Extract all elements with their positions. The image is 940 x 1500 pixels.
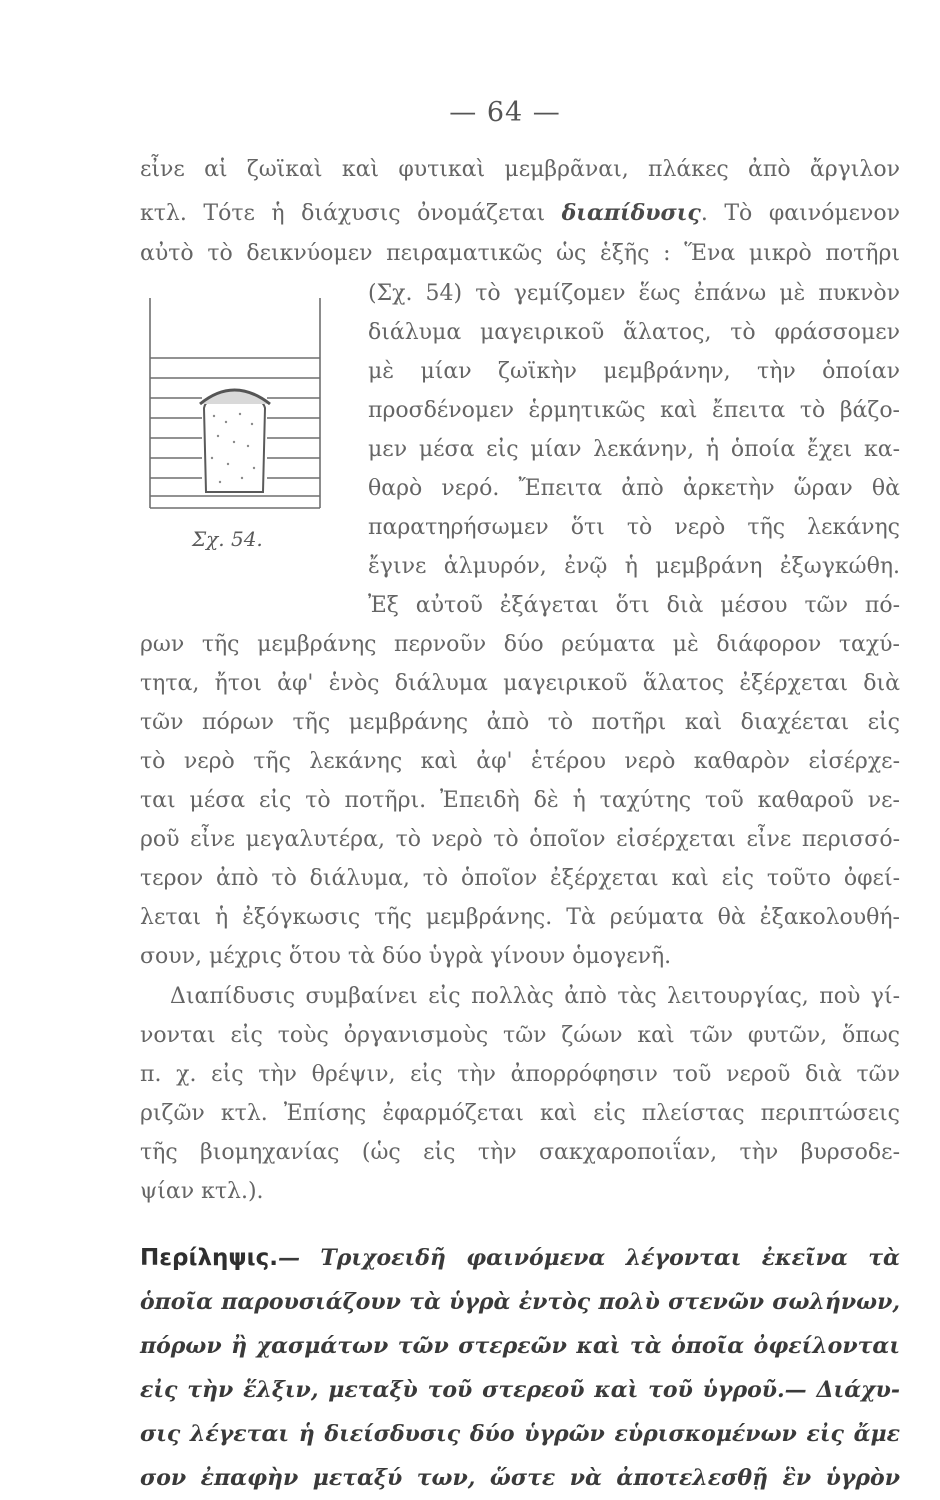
text-line-27: ψίαν κτλ.). — [140, 1179, 264, 1204]
text-line-14: τητα, ἤτοι ἀφ' ἑνὸς διάλυμα μαγειρικοῦ ἅλατος ἐξέρχεται διὰ — [140, 671, 900, 696]
text-line-25: ριζῶν κτλ. Ἐπίσης ἐφαρμόζεται καὶ εἰς πλείστας περιπτώσεις — [140, 1101, 900, 1126]
text-line-26: τῆς βιομηχανίας (ὡς εἰς τὴν σακχαροποιΐαν, τὴν βυρσοδε- — [140, 1140, 900, 1165]
figure-54-osmosis-apparatus — [142, 296, 328, 518]
text-line-6: μὲ μίαν ζωϊκὴν μεμβράνην, τὴν ὁποίαν — [368, 359, 900, 384]
summary-line-5: σις λέγεται ἡ διείσδυσις δύο ὑγρῶν εὑρισκομένων εἰς ἄμε — [140, 1421, 900, 1447]
text-line-7: προσδένομεν ἑρμητικῶς καὶ ἔπειτα τὸ βάζο- — [368, 398, 900, 423]
text-line-15: τῶν πόρων τῆς μεμβράνης ἀπὸ τὸ ποτῆρι καὶ διαχέεται εἰς — [140, 710, 900, 735]
text-line-2-start: κτλ. Τότε ἡ διάχυσις ὀνομάζεται — [140, 201, 546, 226]
summary-title: Περίληψις. — [140, 1245, 278, 1271]
term-diapidysis: διαπίδυσις — [561, 200, 701, 226]
text-line-20: λεται ἡ ἐξόγκωσις τῆς μεμβράνης. Τὰ ρεύματα θὰ ἐξακολουθή- — [140, 905, 900, 930]
text-line-5: διάλυμα μαγειρικοῦ ἅλατος, τὸ φράσσομεν — [368, 320, 900, 345]
text-line-21: σουν, μέχρις ὅτου τὰ δύο ὑγρὰ γίνουν ὁμογενῆ. — [140, 944, 672, 969]
text-line-16: τὸ νερὸ τῆς λεκάνης καὶ ἀφ' ἑτέρου νερὸ καθαρὸν εἰσέρχε- — [140, 749, 900, 774]
text-line-19: τερον ἀπὸ τὸ διάλυμα, τὸ ὁποῖον ἐξέρχεται καὶ εἰς τοῦτο ὀφεί- — [140, 866, 900, 891]
text-line-22: Διαπίδυσις συμβαίνει εἰς πολλὰς ἀπὸ τὰς λειτουργίας, ποὺ γί- — [170, 984, 900, 1009]
text-line-8: μεν μέσα εἰς μίαν λεκάνην, ἡ ὁποία ἔχει κα- — [368, 437, 900, 462]
summary-line-1-text: — Τριχοειδῆ φαινόμενα λέγονται ἐκεῖνα τὰ — [278, 1245, 900, 1271]
text-line-23: νονται εἰς τοὺς ὀργανισμοὺς τῶν ζώων καὶ τῶν φυτῶν, ὅπως — [140, 1023, 900, 1048]
text-line-10: παρατηρήσωμεν ὅτι τὸ νερὸ τῆς λεκάνης — [368, 515, 900, 540]
text-line-4: (Σχ. 54) τὸ γεμίζομεν ἕως ἐπάνω μὲ πυκνὸν — [368, 281, 900, 306]
text-line-17: ται μέσα εἰς τὸ ποτῆρι. Ἐπειδὴ δὲ ἡ ταχύτης τοῦ καθαροῦ νε- — [140, 788, 900, 813]
page-number: — 64 — — [449, 97, 561, 128]
text-line-2 — [140, 198, 900, 229]
text-line-2-end: . Τὸ φαινόμενον — [700, 201, 901, 226]
text-line-13: ρων τῆς μεμβράνης περνοῦν δύο ρεύματα μὲ διάφορον ταχύ- — [140, 632, 900, 657]
text-line-18: ροῦ εἶνε μεγαλυτέρα, τὸ νερὸ τὸ ὁποῖον εἰσέρχεται εἶνε περισσό- — [140, 827, 900, 852]
text-line-12: Ἐξ αὐτοῦ ἐξάγεται ὅτι διὰ μέσου τῶν πό- — [368, 593, 900, 618]
text-line-1: εἶνε αἱ ζωϊκαὶ καὶ φυτικαὶ μεμβρᾶναι, πλάκες ἀπὸ ἄργιλον — [140, 157, 900, 182]
summary-line-4: εἰς τὴν ἕλξιν, μεταξὺ τοῦ στερεοῦ καὶ τοῦ ὑγροῦ.— Διάχυ- — [140, 1377, 900, 1403]
text-line-9: θαρὸ νερό. Ἔπειτα ἀπὸ ἀρκετὴν ὥραν θὰ — [368, 476, 900, 501]
summary-line-3: πόρων ἢ χασμάτων τῶν στερεῶν καὶ τὰ ὁποῖα ὀφείλονται — [140, 1333, 900, 1359]
figure-caption: Σχ. 54. — [192, 527, 263, 551]
summary-line-6: σον ἐπαφὴν μεταξύ των, ὥστε νὰ ἀποτελεσθῇ ἓν ὑγρὸν — [140, 1465, 900, 1491]
summary-line-2: ὁποῖα παρουσιάζουν τὰ ὑγρὰ ἐντὸς πολὺ στενῶν σωλήνων, — [140, 1289, 900, 1315]
summary-line-1 — [140, 1243, 900, 1273]
text-line-3: αὐτὸ τὸ δεικνύομεν πειραματικῶς ὡς ἑξῆς : Ἕνα μικρὸ ποτῆρι — [140, 241, 900, 266]
text-line-24: π. χ. εἰς τὴν θρέψιν, εἰς τὴν ἀπορρόφησιν τοῦ νεροῦ διὰ τῶν — [140, 1062, 900, 1087]
text-line-11: ἔγινε ἁλμυρόν, ἐνῷ ἡ μεμβράνη ἐξωγκώθη. — [368, 554, 900, 579]
